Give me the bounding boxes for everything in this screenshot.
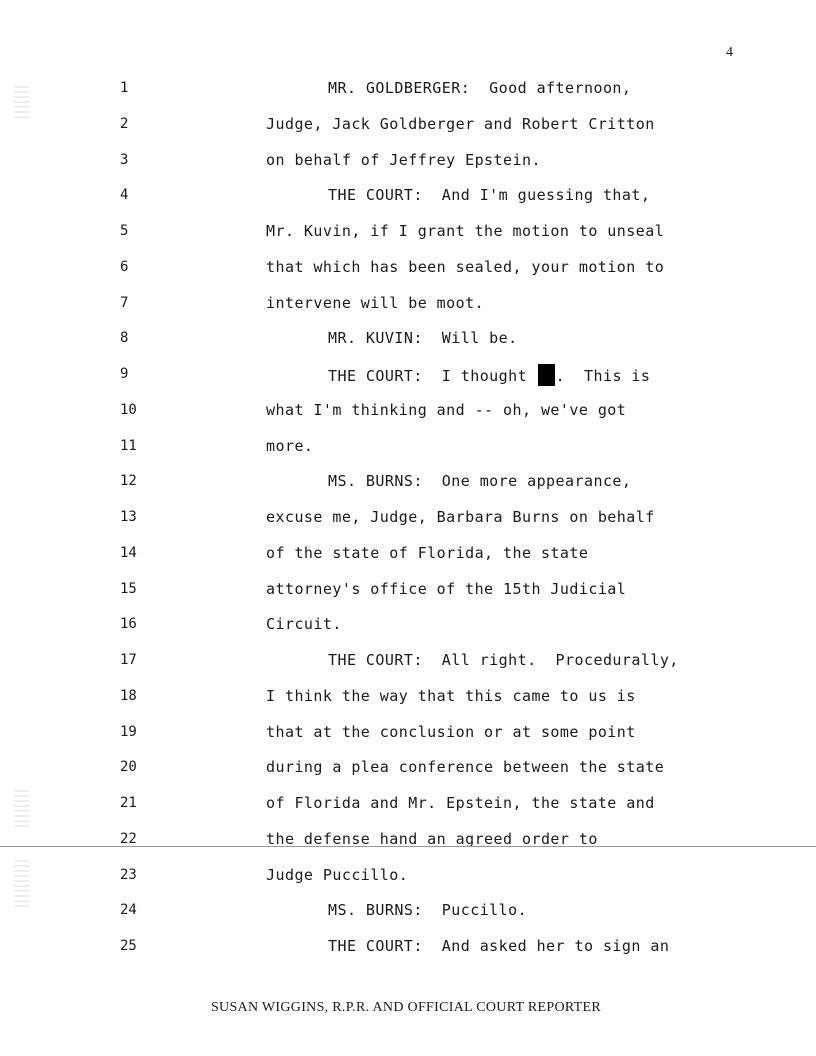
line-number: 20: [120, 759, 137, 776]
line-text: [266, 614, 342, 634]
transcript-line: [0, 507, 816, 531]
line-number: 22: [120, 830, 137, 847]
line-number: 7: [120, 294, 129, 311]
transcript-line: [0, 257, 816, 281]
transcript-line: [0, 686, 816, 710]
transcript-line: [0, 829, 816, 853]
line-number: 13: [120, 509, 137, 525]
line-text-content: Circuit.: [266, 615, 342, 634]
transcript-line: [0, 78, 816, 102]
line-number: 18: [120, 687, 137, 704]
line-text-content: that which has been sealed, your motion to: [266, 257, 665, 276]
line-text: [266, 293, 484, 313]
transcript-line: [0, 436, 816, 460]
transcript-line: [0, 722, 816, 746]
page-divider: [0, 846, 816, 847]
line-text: [328, 364, 650, 386]
line-number: 21: [120, 795, 137, 811]
line-text-content: of Florida and Mr. Epstein, the state and: [266, 794, 655, 812]
line-text: [328, 650, 679, 670]
line-text-content: of the state of Florida, the state: [266, 543, 589, 562]
line-text-content: I think the way that this came to us is: [266, 686, 636, 705]
line-text-content: intervene will be moot.: [266, 293, 485, 312]
line-text: [266, 436, 313, 456]
line-text-content: MR. KUVIN: Will be.: [328, 329, 518, 348]
line-number: 17: [120, 652, 137, 668]
transcript-line: [0, 650, 816, 674]
court-reporter-credit: SUSAN WIGGINS, R.P.R. AND OFFICIAL COURT REPORTER: [210, 1000, 602, 1015]
line-text: [266, 221, 664, 241]
line-text: [266, 579, 626, 599]
transcript-line: [0, 793, 816, 817]
line-text-content: more.: [266, 436, 314, 455]
line-text-content: attorney's office of the 15th Judicial: [266, 579, 627, 598]
line-number: 4: [120, 187, 129, 204]
line-number: 25: [120, 938, 137, 954]
line-text-content: THE COURT: I thought: [328, 367, 537, 385]
line-number: 9: [120, 366, 129, 382]
line-text-content: during a plea conference between the state: [266, 758, 665, 777]
transcript-line: [0, 936, 816, 960]
transcript-line: [0, 150, 816, 174]
line-text: [328, 471, 631, 491]
transcript-line: [0, 614, 816, 638]
transcript-line: [0, 543, 816, 567]
line-number: 1: [120, 80, 129, 96]
transcript-line: [0, 114, 816, 138]
line-number: 16: [120, 616, 137, 633]
line-text-content: MR. GOLDBERGER: Good afternoon,: [328, 79, 632, 97]
line-text: [328, 936, 669, 956]
line-text-content: excuse me, Judge, Barbara Burns on behalf: [266, 508, 655, 526]
transcript-line: [0, 865, 816, 889]
line-text: [266, 793, 655, 813]
line-text-content: Judge Puccillo.: [266, 865, 409, 884]
line-number: 8: [120, 330, 129, 347]
line-text-content: on behalf of Jeffrey Epstein.: [266, 150, 541, 169]
line-text: [266, 507, 655, 527]
line-text: [266, 686, 636, 706]
line-text-content: THE COURT: And asked her to sign an: [328, 937, 670, 955]
line-text-content: that at the conclusion or at some point: [266, 722, 636, 741]
transcript-line: [0, 328, 816, 352]
page-number: 4: [726, 45, 733, 60]
line-text-content: Mr. Kuvin, if I grant the motion to unseal: [266, 222, 665, 240]
line-text: [266, 400, 626, 420]
line-text-content: the defense hand an agreed order to: [266, 829, 598, 848]
line-number: 2: [120, 115, 129, 132]
line-text: [266, 114, 655, 134]
line-text: [266, 257, 664, 277]
line-number: 6: [120, 258, 129, 275]
line-number: 11: [120, 437, 137, 454]
line-text: [266, 865, 408, 885]
transcript-line: [0, 579, 816, 603]
line-text-content: Judge, Jack Goldberger and Robert Critton: [266, 114, 655, 133]
line-text-content: what I'm thinking and -- oh, we've got: [266, 400, 627, 419]
line-number: 12: [120, 473, 137, 490]
line-text-content: THE COURT: All right. Procedurally,: [328, 651, 679, 669]
transcript-line: [0, 900, 816, 924]
line-number: 5: [120, 223, 129, 239]
transcript-line: [0, 293, 816, 317]
line-text-content: MS. BURNS: One more appearance,: [328, 472, 632, 491]
transcript-line: [0, 471, 816, 495]
redaction-box: [538, 364, 555, 386]
transcript-line: [0, 400, 816, 424]
line-text: [266, 543, 588, 563]
line-number: 15: [120, 580, 137, 597]
line-text: [266, 722, 636, 742]
line-number: 10: [120, 401, 137, 418]
line-number: 19: [120, 723, 137, 740]
line-text-continuation: . This is: [555, 367, 651, 385]
line-number: 3: [120, 151, 129, 168]
line-text: [328, 185, 650, 205]
line-number: 14: [120, 544, 137, 561]
line-number: 24: [120, 902, 137, 919]
transcript-line: [0, 364, 816, 388]
line-text: [328, 78, 631, 98]
line-text: [328, 328, 518, 348]
transcript-line: [0, 757, 816, 781]
line-text: [266, 757, 664, 777]
line-number: 23: [120, 866, 137, 883]
line-text-content: MS. BURNS: Puccillo.: [328, 901, 528, 920]
line-text: [328, 900, 527, 920]
footer: [0, 1000, 816, 1016]
line-text-content: THE COURT: And I'm guessing that,: [328, 186, 651, 205]
transcript-line: [0, 221, 816, 245]
line-text: [266, 150, 541, 170]
transcript-line: [0, 185, 816, 209]
